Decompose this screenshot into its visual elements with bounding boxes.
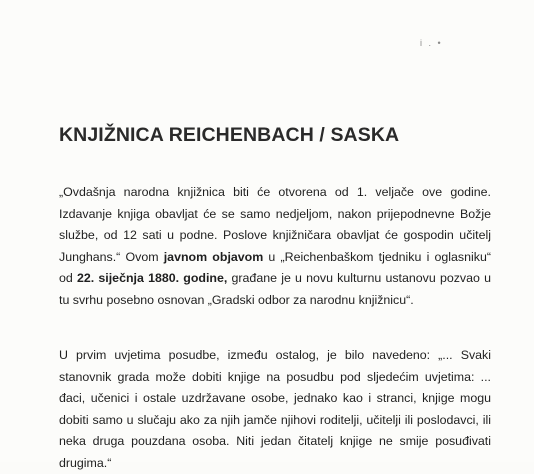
text-line: tu svrhu posebno osnovan „Gradski odbor za narodnu knjižnicu“. xyxy=(59,290,491,312)
bold-phrase-date: 22. siječnja 1880. godine, xyxy=(77,271,227,285)
text-line xyxy=(59,268,491,290)
text-line: službe, od 12 sati u podne. Poslove knjižničara obavljat će gospodin učitelj xyxy=(59,225,491,247)
text-run: u „Reichenbaškom tjedniku i oglasniku“ xyxy=(263,250,491,264)
text-line: dobiti samo u slučaju ako za njih jamče njihovi roditelji, učitelji ili poslodavci, ili xyxy=(59,410,491,432)
text-run: Junghans.“ Ovom xyxy=(59,250,164,264)
page-title: KNJIŽNICA REICHENBACH / SASKA xyxy=(59,124,399,147)
scan-marks: i . • xyxy=(420,38,443,48)
text-line: „Ovdašnja narodna knjižnica biti će otvorena od 1. veljače ove godine. xyxy=(59,182,491,204)
text-run: od xyxy=(59,271,77,285)
bold-phrase-public-notice: javnom objavom xyxy=(164,250,264,264)
text-line xyxy=(59,247,491,269)
text-line: neka druga pouzdana osoba. Niti jedan čitatelj knjige ne smije posuđivati xyxy=(59,431,491,453)
text-line: đaci, učenici i ostale uzdržavane osobe, jednako kao i stranci, knjige mogu xyxy=(59,388,491,410)
text-line: drugima.“ xyxy=(59,453,491,474)
text-line: Izdavanje knjiga obavljat će se samo nedjeljom, nakon prijepodnevne Božje xyxy=(59,204,491,226)
text-line: U prvim uvjetima posudbe, između ostalog, je bilo navedeno: „... Svaki xyxy=(59,345,491,367)
paragraph-announcement xyxy=(59,182,491,311)
paragraph-lending-conditions xyxy=(59,345,491,474)
text-line: stanovnik grada može dobiti knjige na posudbu pod sljedećim uvjetima: ... xyxy=(59,367,491,389)
text-run: građane je u novu kulturnu ustanovu pozvao u xyxy=(227,271,491,285)
